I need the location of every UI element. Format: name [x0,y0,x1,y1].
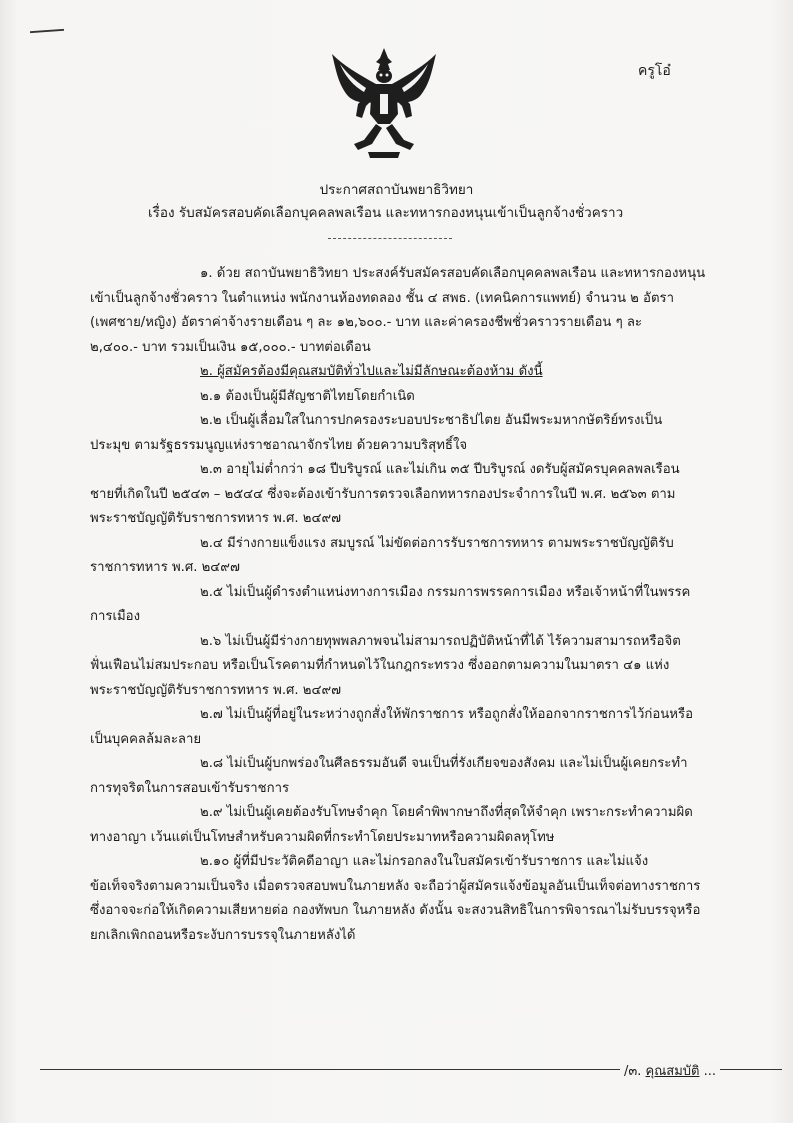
continuation-label: คุณสมบัติ [645,1064,700,1079]
item-2-4-line: ๒.๔ มีร่างกายแข็งแรง สมบูรณ์ ไม่ขัดต่อการรับราชการทหาร ตามพระราชบัญญัติรับ [200,535,674,551]
item-2-9-line: ทางอาญา เว้นแต่เป็นโทษสำหรับความผิดที่กระทำโดยประมาทหรือความผิดลหุโทษ [90,829,555,845]
continuation-suffix: ... [703,1064,717,1079]
announcement-subject: เรื่อง รับสมัครสอบคัดเลือกบุคคลพลเรือน และทหารกองหนุนเข้าเป็นลูกจ้างชั่วคราว [148,205,624,221]
announcement-body [90,262,722,948]
item-2-9-line: ๒.๙ ไม่เป็นผู้เคยต้องรับโทษจำคุก โดยคำพิพากษาถึงที่สุดให้จำคุก เพราะกระทำความผิด [200,805,693,820]
item-2-5-line: การเมือง [90,609,141,624]
item-2-10-line: ยกเลิกเพิกถอนหรือระงับการบรรจุในภายหลังได้ [90,927,356,943]
item-2-10-line: ๒.๑๐ ผู้ที่มีประวัติคดีอาญา และไม่กรอกลงในใบสมัครเข้ารับราชการ และไม่แจ้ง [200,854,649,869]
continuation-prefix: /๓. [624,1064,642,1079]
item-2-10-line: ซึ่งอาจจะก่อให้เกิดความเสียหายต่อ กองทัพบก ในภายหลัง ดังนั้น จะสงวนสิทธิในการพิจารณาไม่รับบรรจุหรือ [90,903,701,918]
title-separator [328,238,452,239]
item-2-1: ๒.๑ ต้องเป็นผู้มีสัญชาติไทยโดยกำเนิด [200,388,415,404]
section-2-heading [90,360,722,385]
paragraph-1-line: เข้าเป็นลูกจ้างชั่วคราว ในตำแหน่ง พนักงานห้องทดลอง ชั้น ๔ สพธ. (เทคนิคการแพทย์) จำนวน ๒ อัตรา [90,290,675,306]
item-2-4-line: ราชการทหาร พ.ศ. ๒๔๙๗ [90,560,240,575]
item-2-3-line: ชายที่เกิดในปี ๒๕๔๓ – ๒๕๔๔ ซึ่งจะต้องเข้ารับการตรวจเลือกทหารกองประจำการในปี พ.ศ. ๒๕๖๓ ตาม [90,486,676,502]
item-2-3-line: ๒.๓ อายุไม่ต่ำกว่า ๑๘ ปีบริบูรณ์ และไม่เกิน ๓๕ ปีบริบูรณ์ งดรับผู้สมัครบุคคลพลเรือน [200,462,680,477]
item-2-6-line: พระราชบัญญัติรับราชการทหาร พ.ศ. ๒๔๙๗ [90,682,342,698]
paragraph-1-line: (เพศชาย/หญิง) อัตราค่าจ้างรายเดือน ๆ ละ ๑๒,๖๐๐.- บาท และค่าครองชีพชั่วคราวรายเดือน ๆ ละ [90,315,643,330]
announcement-title: ประกาศสถาบันพยาธิวิทยา [319,182,474,198]
section-2-heading-text: ๒. ผู้สมัครต้องมีคุณสมบัติทั่วไปและไม่มีลักษณะต้องห้าม ดังนี้ [200,364,543,379]
pen-mark [30,29,64,33]
garuda-emblem-icon [328,44,440,160]
item-2-8-line: การทุจริตในการสอบเข้ารับราชการ [90,780,290,796]
item-2-8-line: ๒.๘ ไม่เป็นผู้บกพร่องในศีลธรรมอันดี จนเป็นที่รังเกียจของสังคม และไม่เป็นผู้เคยกระทำ [200,756,688,771]
paragraph-1-line: ๒,๔๐๐.- บาท รวมเป็นเงิน ๑๕,๐๐๐.- บาทต่อเดือน [90,339,371,355]
item-2-7-line: เป็นบุคคลล้มละลาย [90,731,202,747]
item-2-7-line: ๒.๗ ไม่เป็นผู้ที่อยู่ในระหว่างถูกสั่งให้พักราชการ หรือถูกสั่งให้ออกจากราชการไว้ก่อนหรือ [200,707,694,722]
item-2-3-line: พระราชบัญญัติรับราชการทหาร พ.ศ. ๒๔๙๗ [90,511,342,526]
item-2-5-line: ๒.๕ ไม่เป็นผู้ดำรงตำแหน่งทางการเมือง กรรมการพรรคการเมือง หรือเจ้าหน้าที่ในพรรค [200,584,691,600]
document-tag: ครูโอ๋ [638,63,671,79]
page-continuation [620,1060,720,1081]
item-2-6-line: ๒.๖ ไม่เป็นผู้มีร่างกายทุพพลภาพจนไม่สามารถปฏิบัติหน้าที่ได้ ไร้ความสามารถหรือจิต [200,633,681,649]
item-2-6-line: ฟั่นเฟือนไม่สมประกอบ หรือเป็นโรคตามที่กำหนดไว้ในกฎกระทรวง ซึ่งออกตามความในมาตรา ๔๑ แห่ง [90,658,670,673]
paragraph-1-line: ๑. ด้วย สถาบันพยาธิวิทยา ประสงค์รับสมัครสอบคัดเลือกบุคคลพลเรือน และทหารกองหนุน [200,266,706,281]
item-2-10-line: ข้อเท็จจริงตามความเป็นจริง เมื่อตรวจสอบพบในภายหลัง จะถือว่าผู้สมัครแจ้งข้อมูลอันเป็นเท็จต่อทางราชการ [90,878,701,894]
item-2-2-line: ๒.๒ เป็นผู้เลื่อมใสในการปกครองระบอบประชาธิปไตย อันมีพระมหากษัตริย์ทรงเป็น [200,413,663,428]
item-2-2-line: ประมุข ตามรัฐธรรมนูญแห่งราชอาณาจักรไทย ด้วยความบริสุทธิ์ใจ [90,437,468,453]
